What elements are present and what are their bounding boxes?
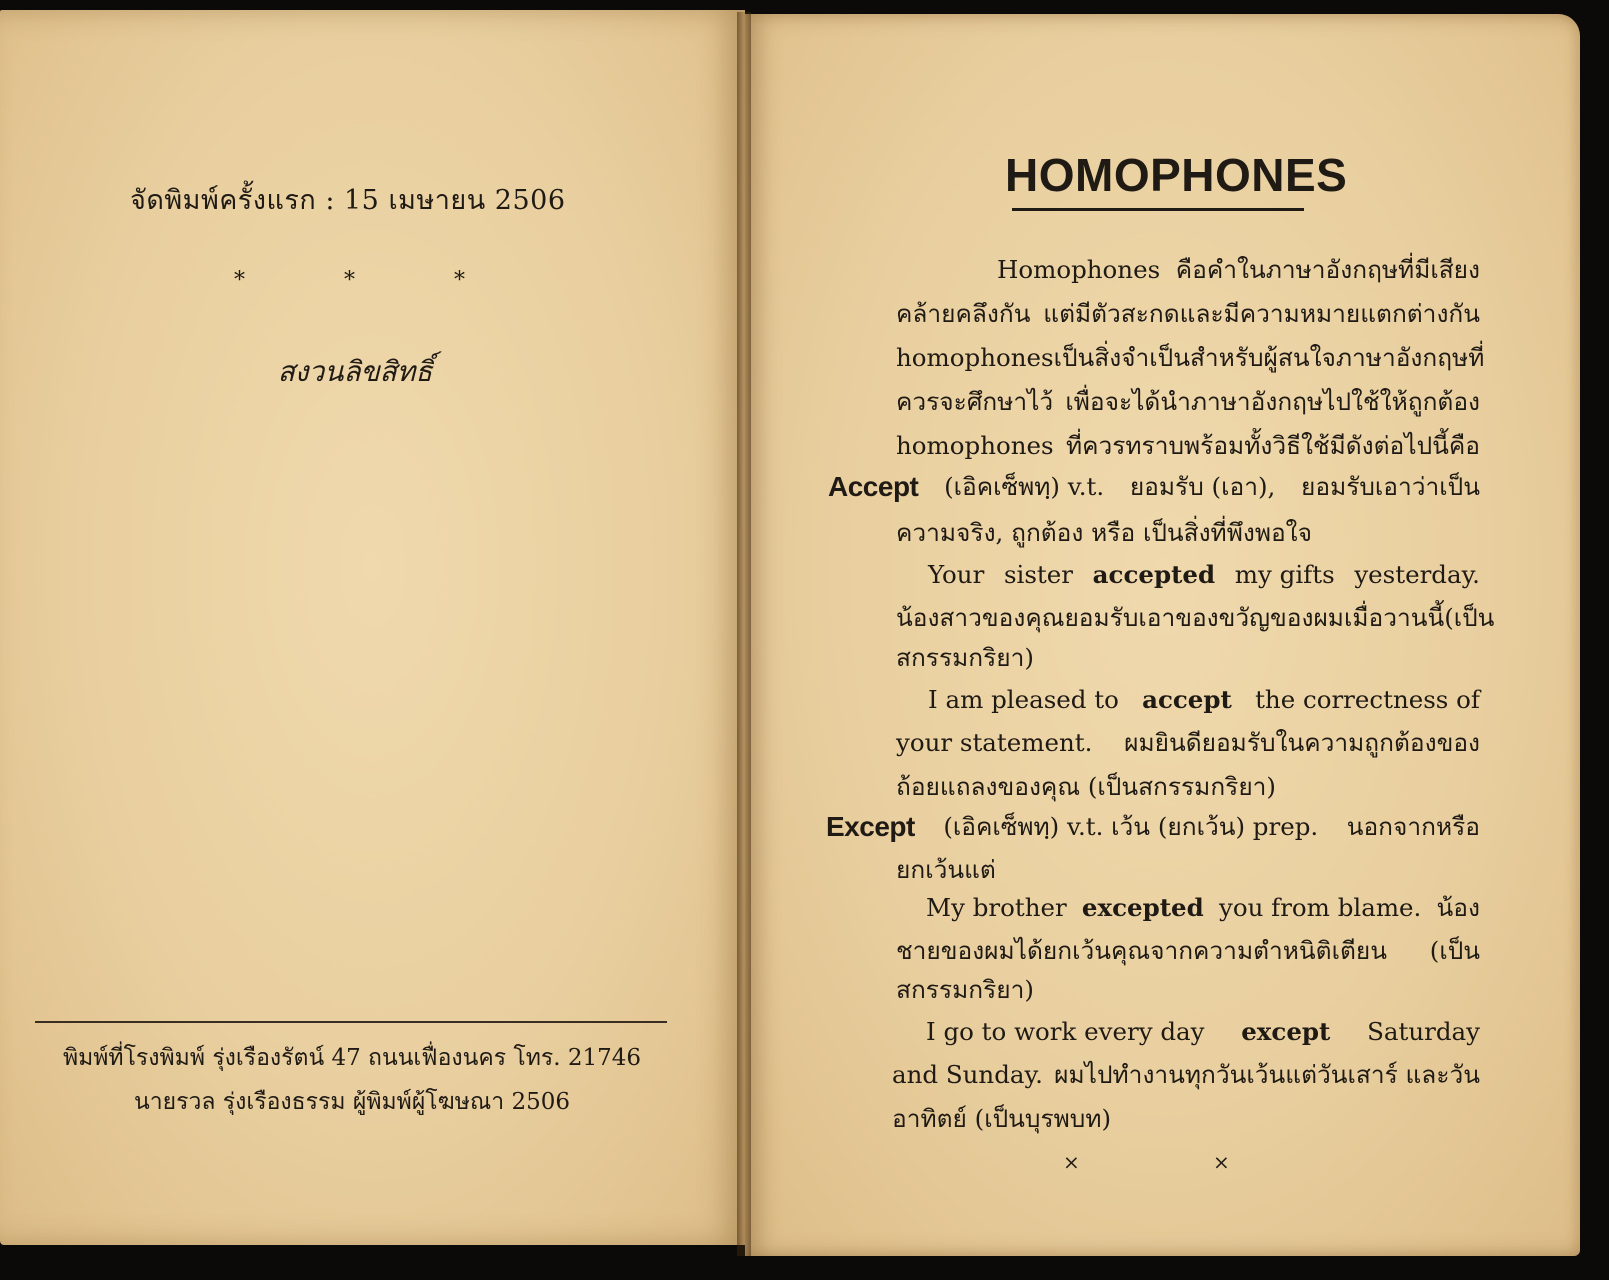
copyright-notice: สงวนลิขสิทธิ์ xyxy=(277,355,433,388)
example-sentence: My brother excepted you from blame. น้อง xyxy=(926,893,1480,922)
example-translation: your statement. ผมยินดียอมรับในความถูกต้องของ xyxy=(896,728,1480,757)
title-underline xyxy=(1012,208,1304,211)
grammar-note: สกรรมกริยา) xyxy=(896,975,1034,1004)
intro-line: homophones ที่ควรทราบพร้อมทั้งวิธีใช้มีดังต่อไปนี้คือ xyxy=(896,431,1480,460)
example-translation: น้องสาวของคุณยอมรับเอาของขวัญของผมเมื่อวานนี้ (เป็น xyxy=(896,603,1495,632)
example-sentence: I am pleased to accept the correctness of xyxy=(928,685,1480,714)
ornament-star: * xyxy=(234,268,245,293)
example-translation: ถ้อยแถลงของคุณ (เป็นสกรรมกริยา) xyxy=(896,772,1276,801)
section-end-mark: × xyxy=(1213,1150,1230,1174)
ornament-star: * xyxy=(344,268,355,293)
grammar-note: สกรรมกริยา) xyxy=(896,643,1034,672)
example-translation: and Sunday. ผมไปทำงานทุกวันเว้นแต่วันเสาร์ และวัน xyxy=(892,1060,1480,1089)
example-translation: อาทิตย์ (เป็นบุรพบท) xyxy=(892,1104,1112,1133)
intro-line: คล้ายคลึงกัน แต่มีตัวสะกดและมีความหมายแตกต่างกัน xyxy=(896,299,1480,328)
ornament-star: * xyxy=(454,268,465,293)
footer-divider xyxy=(35,1021,667,1023)
entry-accept-definition: Accept (เอิคเซ็พทฺ) v.t. ยอมรับ (เอา), ยอมรับเอาว่าเป็น xyxy=(828,471,1480,502)
page-title: HOMOPHONES xyxy=(1005,149,1348,201)
example-translation: ชายของผมได้ยกเว้นคุณจากความตำหนิติเตียน (เป็น xyxy=(896,936,1480,965)
printer-info-line: พิมพ์ที่โรงพิมพ์ รุ่งเรืองรัตน์ 47 ถนนเฟื่องนคร โทร. 21746 xyxy=(62,1045,642,1071)
intro-line: homophones เป็นสิ่งจำเป็นสำหรับผู้สนใจภาษาอังกฤษที่ xyxy=(896,343,1485,372)
publisher-info-line: นายรวล รุ่งเรืองธรรม ผู้พิมพ์ผู้โฆษณา 2506 xyxy=(134,1089,570,1115)
headword-accept: Accept xyxy=(828,471,919,502)
headword-except: Except xyxy=(826,811,915,842)
intro-line: ควรจะศึกษาไว้ เพื่อจะได้นำภาษาอังกฤษไปใช้ให้ถูกต้อง xyxy=(896,387,1480,416)
definition-continued: ความจริง, ถูกต้อง หรือ เป็นสิ่งที่พึงพอใจ xyxy=(896,518,1312,547)
example-sentence: Your sister accepted my gifts yesterday. xyxy=(928,560,1480,589)
example-sentence: I go to work every day except Saturday xyxy=(926,1017,1480,1046)
entry-except-definition: Except (เอิคเซ็พทฺ) v.t. เว้น (ยกเว้น) prep. นอกจากหรือ xyxy=(826,811,1480,842)
intro-line: Homophones คือคำในภาษาอังกฤษที่มีเสียง xyxy=(997,255,1480,284)
book-spine xyxy=(737,12,751,1256)
definition-continued: ยกเว้นแต่ xyxy=(896,855,996,884)
section-end-mark: × xyxy=(1063,1150,1080,1174)
first-print-date: จัดพิมพ์ครั้งแรก : 15 เมษายน 2506 xyxy=(130,185,566,216)
